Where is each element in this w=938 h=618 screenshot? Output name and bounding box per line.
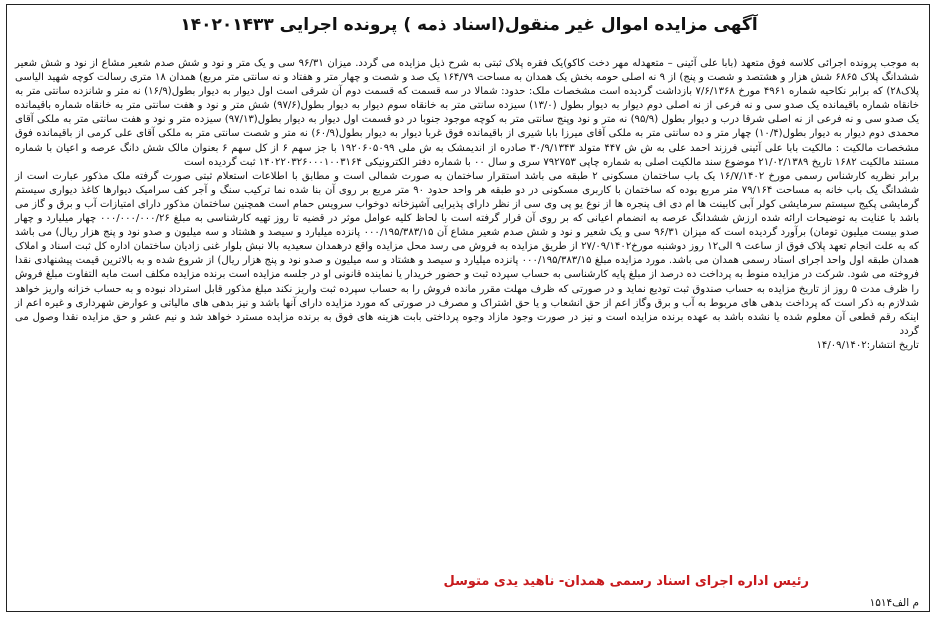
notice-title: آگهی مزایده اموال غیر منقول(اسناد ذمه ) پرونده اجرایی ۱۴۰۲۰۱۴۳۳ [180,15,758,35]
notice-paragraph-appraisal: برابر نظریه کارشناس رسمی مورخ ۱۶/۷/۱۴۰۲ یک باب ساختمان مسکونی ۲ طبقه می باشد استقرار ساختمان به صورت شمالی است و مطابق با اطلاعات استعلام ثبتی صورت گرفته ملک مذکور عبارت است از ششدانگ یک باب خانه به مساحت ۷۹/۱۶۴ متر مربع بوده که ساختمان با کاربری مسکونی در دو طبقه هر واحد حدود ۹۰ متر مربع بر روی آن بنا شده نما ترکیب سنگ و آجر کف سرامیک دیوارها کاغذ دیواری سیستم گرمایشی پکیج سیستم سرمایشی کولر آبی کابینت ها ام دی اف پنجره ها از نوع یو پی وی سی از نظر دارای پذیرایی آشپزخانه دوخواب سرویس حمام است همچنین ساختمان مذکور دارای امتیازات آب و برق و گاز می باشد با عنایت به توضیحات ارائه شده ارزش ششدانگ عرصه به انضمام اعیانی که بر روی آن قرار گرفته است با لحاظ کلیه عوامل موثر در قضیه تا روز تهیه کارشناسی به مبلغ ۰۰۰/۰۰۰/۰۰۰/۲۶ چهار میلیارد و چهار صدو بیست میلیون تومان) برآورد گردیده است که میزان ۹۶/۳۱ سی و یک شعیر و نود و شش صدم شعیر مشاع آن ۰۰۰/۱۹۵/۳۸۳/۱۵ پانزده میلیارد و سیصد و هشتاد و سه میلیون و صدو نود و پنج هزار ریال) می باشد که به علت انجام تعهد پلاک فوق از ساعت ۹ الی۱۲ روز دوشنبه مورخ۲۷/۰۹/۱۴۰۲ از طریق مزایده به فروش می رسد محل مزایده واقع درهمدان سعیدیه بالا نبش بلوار غنی زادیان ساختمان اداره کل ثبت اسناد و املاک همدان طبقه اول واحد اجرای اسناد رسمی همدان می باشد. مورد مزایده مبلغ ۰۰۰/۱۹۵/۳۸۳/۱۵ پانزده میلیارد و سیصد و هشتاد و سه میلیون و صدو نود و پنج هزار ریال) از شروع شده و به بالاترین قیمت پیشنهادی نقدا فروخته می شود. شرکت در مزایده منوط به پرداخت ده درصد از مبلغ پایه کارشناسی به حساب سپرده ثبت و حضور خریدار یا نماینده قانونی او در جلسه مزایده است برنده مزایده مکلف است مابه التفاوت مبلغ فروش را ظرف مدت ۵ روز از تاریخ مزایده به حساب صندوق ثبت تودیع نماید و در صورتی که ظرف مهلت مقرر مانده فروش را به حساب سپرده ثبت واریز نکند مبلغ مذکور قابل استرداد نبوده و به حساب خزانه واریز خواهد شدلازم به ذکر است که پرداخت بدهی های مربوط به آب و برق وگاز اعم از حق انشعاب و یا حق اشتراک و مصرف در صورتی که مورد مزایده دارای آنها باشد و نیز بدهی های مالیاتی و عوارض شهرداری و غیره اعم از اینکه رقم قطعی آن معلوم شده یا نشده باشد به عهده برنده مزایده است و نیز در صورت وجود مازاد وجوه پرداختی بابت هزینه های فوق به برنده مزایده مسترد خواهد شد و نیم عشر و حق مزایده نقدا وصول می گردد [15,170,920,337]
signature-line: رئیس اداره اجرای اسناد رسمی همدان- ناهید یدی متوسل [443,574,809,589]
notice-body [15,57,919,353]
notice-paragraph-property: به موجب پرونده اجرائی کلاسه فوق متعهد (بابا علی آئینی – متعهدله مهر دخت کاکو)یک فقره پلاک ثبتی به شرح ذیل مزایده می گردد. میزان ۹۶/۳۱ سی و یک متر و نود و شش صدم شعیر مشاع از نود و شش شعیر ششدانگ پلاک ۶۸۶۵ شش هزار و هشتصد و شصت و پنج) از ۹ نه اصلی حومه بخش یک همدان به مساحت ۱۶۴/۷۹ یک صد و شصت و چهار متر و هفتاد و نه سانتی متر مربع) همدان ۱۸ متری رسالت کوچه شهید الیاسی پلاک۲۸) که برابر نکاحیه شماره ۴۹۶۱ مورخ ۷/۶/۱۳۶۸ بازداشت گردیده است مشخصات ملک: حدود: شمالا در سه قسمت که قسمت دوم آن شرقی است اول دیوار به دیوار بطول(۱۶/۹) نه متر و شانزده سانتی متر به خانقاه شماره باقیمانده یک صدو سی و نه فرعی از نه اصلی دوم دیوار به دیوار بطول (۱۳/۰) سیزده سانتی متر به خانقاه سوم دیوار به دیوار بطول(۹۷/۶) شش متر و نود و هفت سانتی متر به خانقاه شماره باقیمانده یک صدو سی و نه فرعی از نه اصلی شرقا درب و دیوار بطول (۹۵/۹) نه متر و نود وپنج سانتی متر به کوچه موجود جنوبا در دو قسمت اول دیوار به دیوار بطول(۹۷/۱۳) سیزده متر و نود و هفت سانتی متر به ملکی آقای محمدی دوم دیوار به دیوار بطول(۱۰/۴) چهار متر و ده سانتی متر به ملکی آقای میرزا بابا شیری از باقیمانده فوق غربا دیوار به دیوار بطول(۶۰/۹) نه متر و شصت سانتی متر به ملکی آقای علی کرمی از باقیمانده فوق مشخصات مالکیت : مالکیت بابا علی آئینی فرزند احمد علی به ش ش ۴۴۷ متولد ۳۰/۹/۱۳۴۳ صادره از اندیمشک به ش ملی ۱۹۲۰۶۰۵۰۹۹ با جز سهم ۶ از کل سهم ۶ بعنوان مالک شش دانگ عرصه و اعیان با شماره مستند مالکیت ۱۶۸۲ تاریخ ۲۱/۰۲/۱۳۸۹ موضوع سند مالکیت اصلی به شماره چاپی ۷۹۲۷۵۳ سری و سال ۰۰ با شماره دفتر الکترونیکی ۱۴۰۲۲۰۳۲۶۰۰۰۱۰۰۳۱۶۴ ثبت گردیده است [15,58,920,168]
reference-number: م الف۱۵۱۴ [869,597,919,609]
notice-page [6,4,930,612]
publish-date: تاریخ انتشار:۱۴/۰۹/۱۴۰۲ [816,339,919,351]
